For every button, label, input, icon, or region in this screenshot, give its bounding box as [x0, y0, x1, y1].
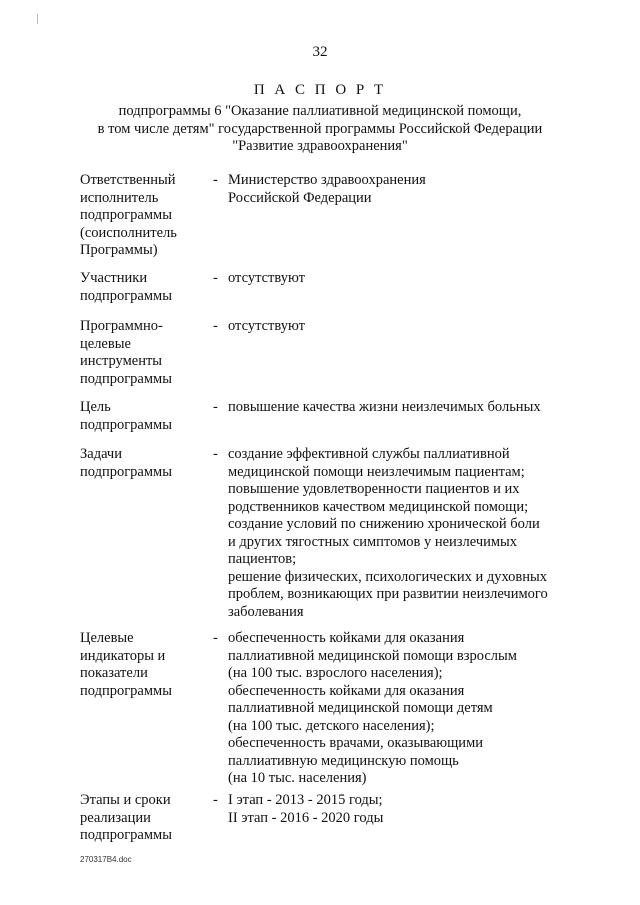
row-value-line: II этап - 2016 - 2020 годы — [228, 809, 384, 826]
row-label-line: подпрограммы — [80, 287, 172, 304]
row-label-line: исполнитель — [80, 189, 159, 206]
row-label-line: реализации — [80, 809, 151, 826]
subtitle-line: в том числе детям" государственной программы Российской Федерации — [97, 120, 543, 137]
row-label — [80, 270, 205, 305]
row-label-line: Целевые — [80, 630, 134, 646]
row-value-line: (на 10 тыс. населения) — [228, 770, 367, 786]
row-value-line: обеспеченность врачами, оказывающими — [228, 735, 484, 751]
row-value-line: паллиативной медицинской помощи детям — [228, 700, 493, 716]
row-value — [228, 399, 600, 417]
row-value-line: решение физических, психологических и духовных — [228, 568, 548, 585]
page-number: 32 — [312, 44, 328, 60]
row-value-line: создание эффективной службы паллиативной — [228, 446, 510, 462]
row-label-line: инструменты — [80, 353, 163, 369]
row-value-line: повышение удовлетворенности пациентов и их — [228, 481, 520, 497]
row-label-line: Ответственный — [80, 172, 176, 188]
row-label-line: подпрограммы — [80, 463, 172, 480]
row-value — [228, 270, 600, 288]
row-value-line: (на 100 тыс. взрослого населения); — [228, 665, 443, 681]
row-dash: - — [213, 630, 218, 646]
row-value — [228, 446, 600, 621]
row-value-line: создание условий по снижению хронической боли — [228, 516, 540, 532]
row-dash: - — [213, 792, 218, 808]
row-label — [80, 399, 205, 434]
subtitle-line: "Развитие здравоохранения" — [232, 138, 408, 154]
row-dash: - — [213, 446, 218, 462]
row-value-line: отсутствуют — [228, 318, 305, 334]
row-value-line: проблем, возникающих при развитии неизлечимого — [228, 586, 548, 602]
row-label-line: Программно- — [80, 318, 163, 334]
row-label-line: Задачи — [80, 446, 122, 462]
row-label-line: Программы) — [80, 242, 158, 258]
row-value-line: обеспеченность койками для оказания — [228, 682, 465, 699]
row-label-line: показатели — [80, 665, 148, 681]
row-label-line: Цель — [80, 399, 111, 415]
row-label — [80, 446, 205, 481]
row-label-line: (соисполнитель — [80, 224, 177, 241]
row-label-line: Этапы и сроки — [80, 792, 171, 808]
row-label — [80, 792, 205, 845]
row-value-line: родственников качеством медицинской помощи; — [228, 498, 529, 515]
row-label-line: подпрограммы — [80, 827, 172, 843]
row-value-line: медицинской помощи неизлечимым пациентам; — [228, 463, 525, 480]
row-value — [228, 630, 600, 788]
row-value-line: (на 100 тыс. детского населения); — [228, 717, 435, 734]
row-label-line: подпрограммы — [80, 207, 172, 223]
row-value-line: заболевания — [228, 603, 304, 620]
row-label-line: подпрограммы — [80, 682, 172, 699]
row-label — [80, 630, 205, 700]
row-value-line: паллиативной медицинской помощи взрослым — [228, 647, 517, 664]
row-value-line: паллиативную медицинскую помощь — [228, 752, 459, 769]
row-value-line: обеспеченность койками для оказания — [228, 630, 465, 646]
row-dash: - — [213, 270, 218, 286]
row-value-line: Министерство здравоохранения — [228, 172, 426, 188]
row-label-line: целевые — [80, 335, 131, 352]
row-label — [80, 318, 205, 388]
row-value — [228, 792, 600, 827]
row-label-line: индикаторы и — [80, 647, 166, 664]
row-dash: - — [213, 399, 218, 415]
row-value-line: повышение качества жизни неизлечимых больных — [228, 399, 541, 415]
row-label-line: подпрограммы — [80, 416, 172, 433]
row-value — [228, 318, 600, 336]
row-dash: - — [213, 318, 218, 334]
row-value-line: и других тягостных симптомов у неизлечимых — [228, 533, 518, 550]
document-title: П А С П О Р Т — [253, 82, 387, 98]
row-label-line: подпрограммы — [80, 370, 172, 387]
scan-mark — [37, 14, 38, 24]
footer-file-code: 270317В4.doc — [80, 855, 132, 864]
subtitle-line: подпрограммы 6 "Оказание паллиативной медицинской помощи, — [118, 103, 522, 119]
document-subtitle — [0, 103, 640, 156]
row-value-line: отсутствуют — [228, 270, 305, 286]
row-label — [80, 172, 205, 260]
row-value — [228, 172, 600, 207]
row-value-line: I этап - 2013 - 2015 годы; — [228, 792, 383, 808]
row-dash: - — [213, 172, 218, 188]
row-label-line: Участники — [80, 270, 148, 286]
row-value-line: пациентов; — [228, 551, 297, 567]
row-value-line: Российской Федерации — [228, 189, 372, 206]
